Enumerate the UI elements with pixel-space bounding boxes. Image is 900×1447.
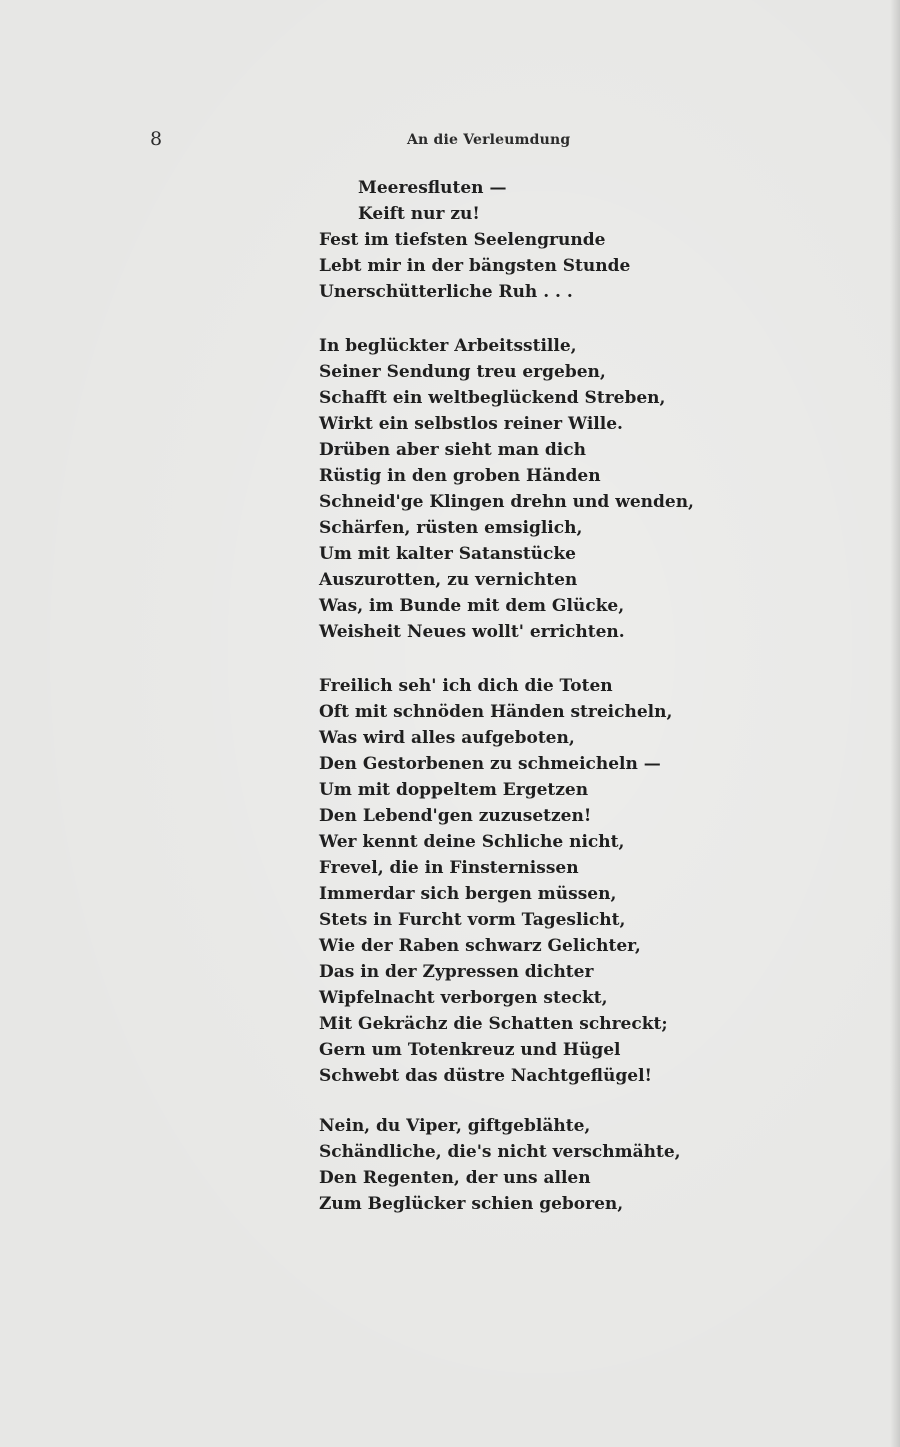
poem-line: Wipfelnacht verborgen steckt,	[319, 988, 608, 1008]
page-edge-shadow	[890, 0, 900, 1447]
poem-line: Drüben aber sieht man dich	[319, 440, 586, 460]
poem-line: Wirkt ein selbstlos reiner Wille.	[319, 414, 623, 434]
poem-line: Zum Beglücker schien geboren,	[319, 1194, 624, 1214]
poem-line: Immerdar sich bergen müssen,	[319, 884, 617, 904]
poem-line: Den Lebend'gen zuzusetzen!	[319, 806, 592, 826]
poem-line: Was wird alles aufgeboten,	[319, 728, 575, 748]
poem-line: Meeresfluten —	[358, 178, 507, 198]
poem-line: Auszurotten, zu vernichten	[319, 570, 578, 590]
poem-line: Schwebt das düstre Nachtgeflügel!	[319, 1066, 653, 1086]
poem-line: Den Gestorbenen zu schmeicheln —	[319, 754, 661, 774]
poem-line: Seiner Sendung treu ergeben,	[319, 362, 606, 382]
poem-line: Keift nur zu!	[358, 204, 480, 224]
poem-line: Oft mit schnöden Händen streicheln,	[319, 702, 673, 722]
poem-line: Fest im tiefsten Seelengrunde	[319, 230, 606, 250]
running-head: An die Verleumdung	[407, 132, 571, 148]
poem-line: Das in der Zypressen dichter	[319, 962, 594, 982]
poem-line: Gern um Totenkreuz und Hügel	[319, 1040, 621, 1060]
poem-line: Frevel, die in Finsternissen	[319, 858, 579, 878]
poem-line: Schafft ein weltbeglückend Streben,	[319, 388, 666, 408]
poem-line: Um mit doppeltem Ergetzen	[319, 780, 589, 800]
poem-line: In beglückter Arbeitsstille,	[319, 336, 577, 356]
poem-line: Wie der Raben schwarz Gelichter,	[319, 936, 641, 956]
poem-line: Lebt mir in der bängsten Stunde	[319, 256, 631, 276]
page-number: 8	[150, 128, 163, 150]
poem-line: Schärfen, rüsten emsiglich,	[319, 518, 583, 538]
poem-line: Was, im Bunde mit dem Glücke,	[319, 596, 625, 616]
poem-line: Stets in Furcht vorm Tageslicht,	[319, 910, 626, 930]
poem-line: Wer kennt deine Schliche nicht,	[319, 832, 625, 852]
poem-line: Unerschütterliche Ruh . . .	[319, 282, 573, 302]
poem-line: Freilich seh' ich dich die Toten	[319, 676, 613, 696]
poem-line: Schändliche, die's nicht verschmähte,	[319, 1142, 681, 1162]
poem-line: Mit Gekrächz die Schatten schreckt;	[319, 1014, 668, 1034]
poem-line: Den Regenten, der uns allen	[319, 1168, 591, 1188]
poem-line: Nein, du Viper, giftgeblähte,	[319, 1116, 591, 1136]
poem-line: Schneid'ge Klingen drehn und wenden,	[319, 492, 694, 512]
poem-line: Um mit kalter Satanstücke	[319, 544, 576, 564]
poem-line: Weisheit Neues wollt' errichten.	[319, 622, 625, 642]
poem-line: Rüstig in den groben Händen	[319, 466, 601, 486]
